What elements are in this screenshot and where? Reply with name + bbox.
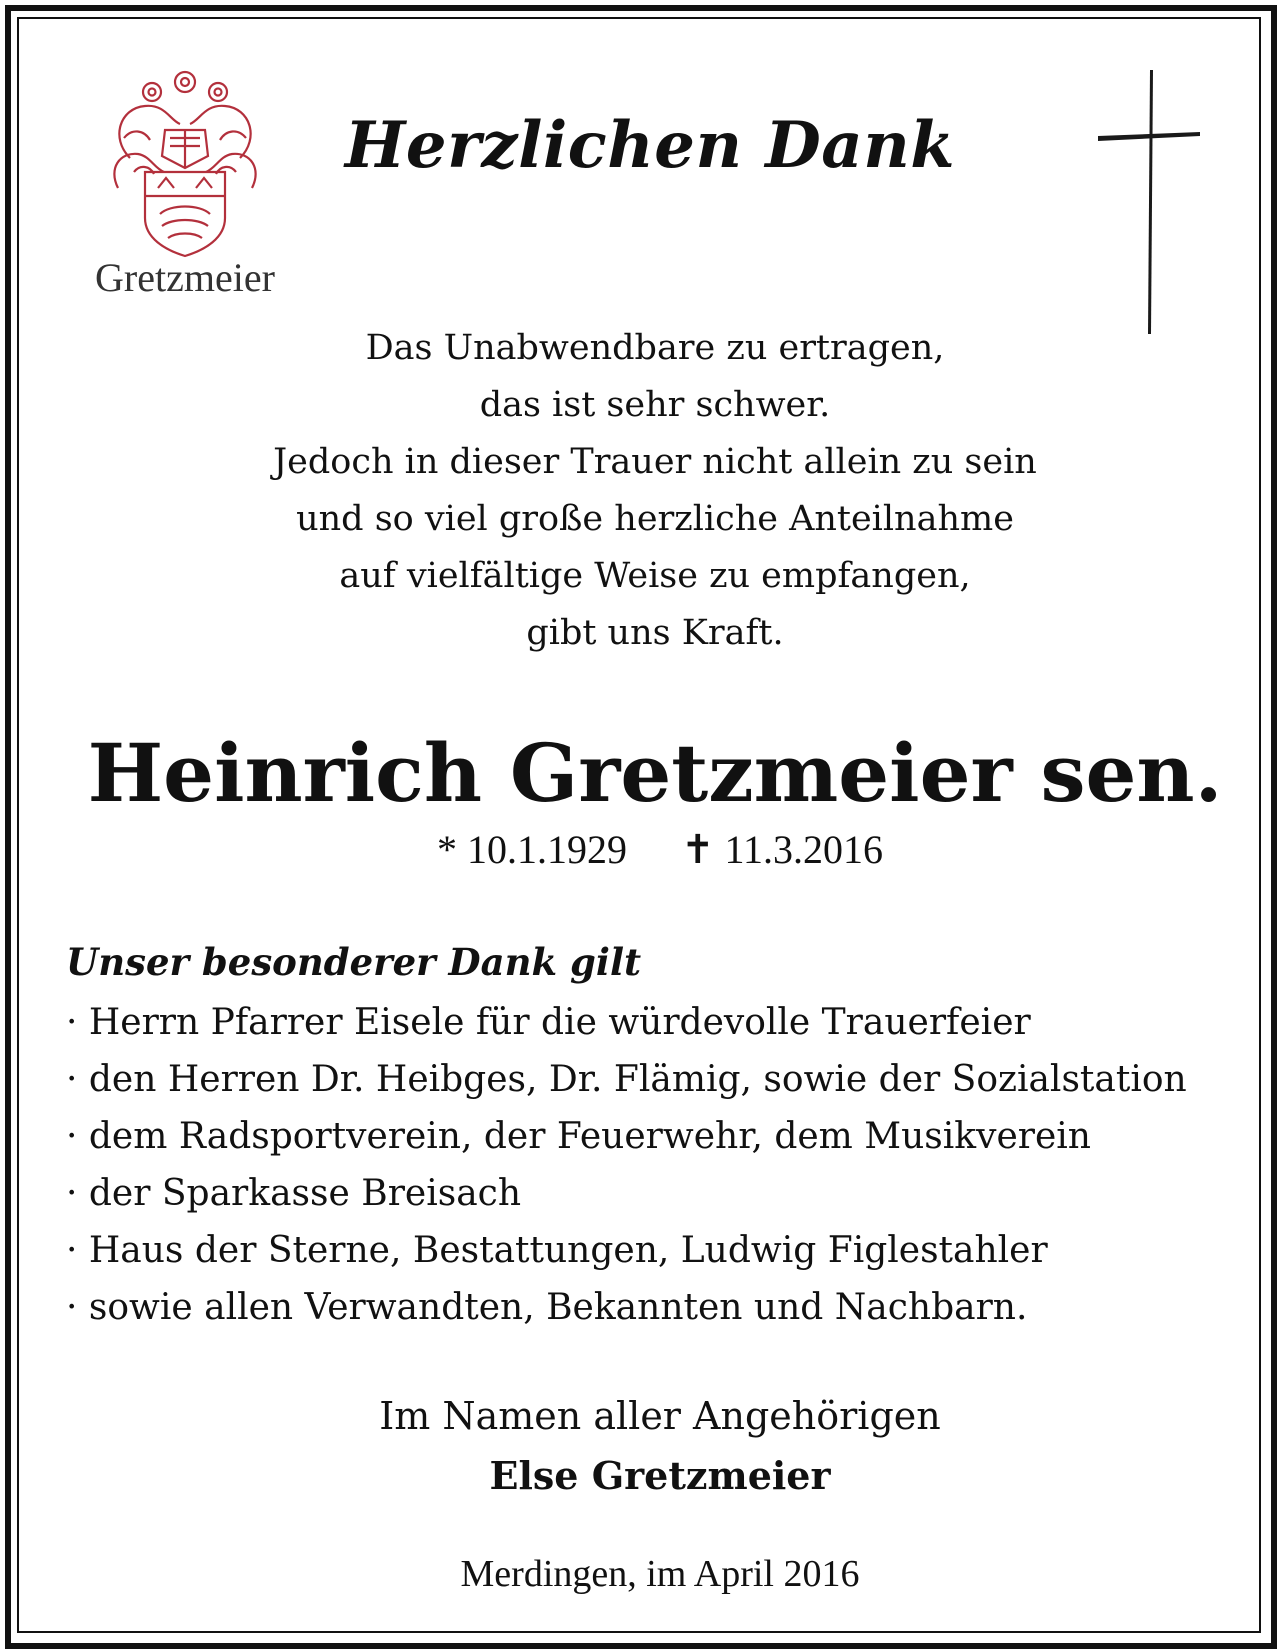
heading: Herzlichen Dank — [344, 108, 956, 183]
list-item: · Herrn Pfarrer Eisele für die würdevolle Trauerfeier — [66, 1002, 1031, 1043]
list-item: · der Sparkasse Breisach — [66, 1173, 522, 1214]
place-date: Merdingen, im April 2016 — [460, 1553, 860, 1595]
birth-date: 10.1.1929 — [466, 827, 627, 872]
signer-name: Else Gretzmeier — [489, 1453, 831, 1498]
death-symbol-icon: ✝ — [680, 827, 715, 872]
crest-name: Gretzmeier — [95, 255, 275, 300]
thanks-list — [66, 994, 1246, 1336]
death-date: 11.3.2016 — [724, 827, 884, 872]
verse-line: und so viel große herzliche Anteilnahme — [296, 499, 1014, 539]
verse-line: gibt uns Kraft. — [526, 613, 784, 653]
birth-symbol-icon: * — [436, 827, 457, 872]
verse-line: Jedoch in dieser Trauer nicht allein zu sein — [273, 442, 1037, 482]
life-dates — [330, 826, 990, 873]
list-item: · den Herren Dr. Heibges, Dr. Flämig, sowie der Sozialstation — [66, 1059, 1187, 1100]
list-item: · dem Radsportverein, der Feuerwehr, dem Musikverein — [66, 1116, 1091, 1157]
family-crest-icon — [110, 68, 260, 258]
verse-line: Das Unabwendbare zu ertragen, — [365, 328, 945, 368]
thanks-title: Unser besonderer Dank gilt — [66, 940, 642, 984]
verse-line: auf vielfältige Weise zu empfangen, — [339, 556, 971, 596]
list-item: · Haus der Sterne, Bestattungen, Ludwig Figlestahler — [66, 1230, 1048, 1271]
list-item: · sowie allen Verwandten, Bekannten und Nachbarn. — [66, 1287, 1028, 1328]
verse — [200, 320, 1110, 662]
verse-line: das ist sehr schwer. — [479, 385, 831, 425]
deceased-name: Heinrich Gretzmeier sen. — [87, 726, 1223, 820]
on-behalf-line: Im Namen aller Angehörigen — [379, 1394, 941, 1438]
cross-icon — [1092, 66, 1204, 338]
